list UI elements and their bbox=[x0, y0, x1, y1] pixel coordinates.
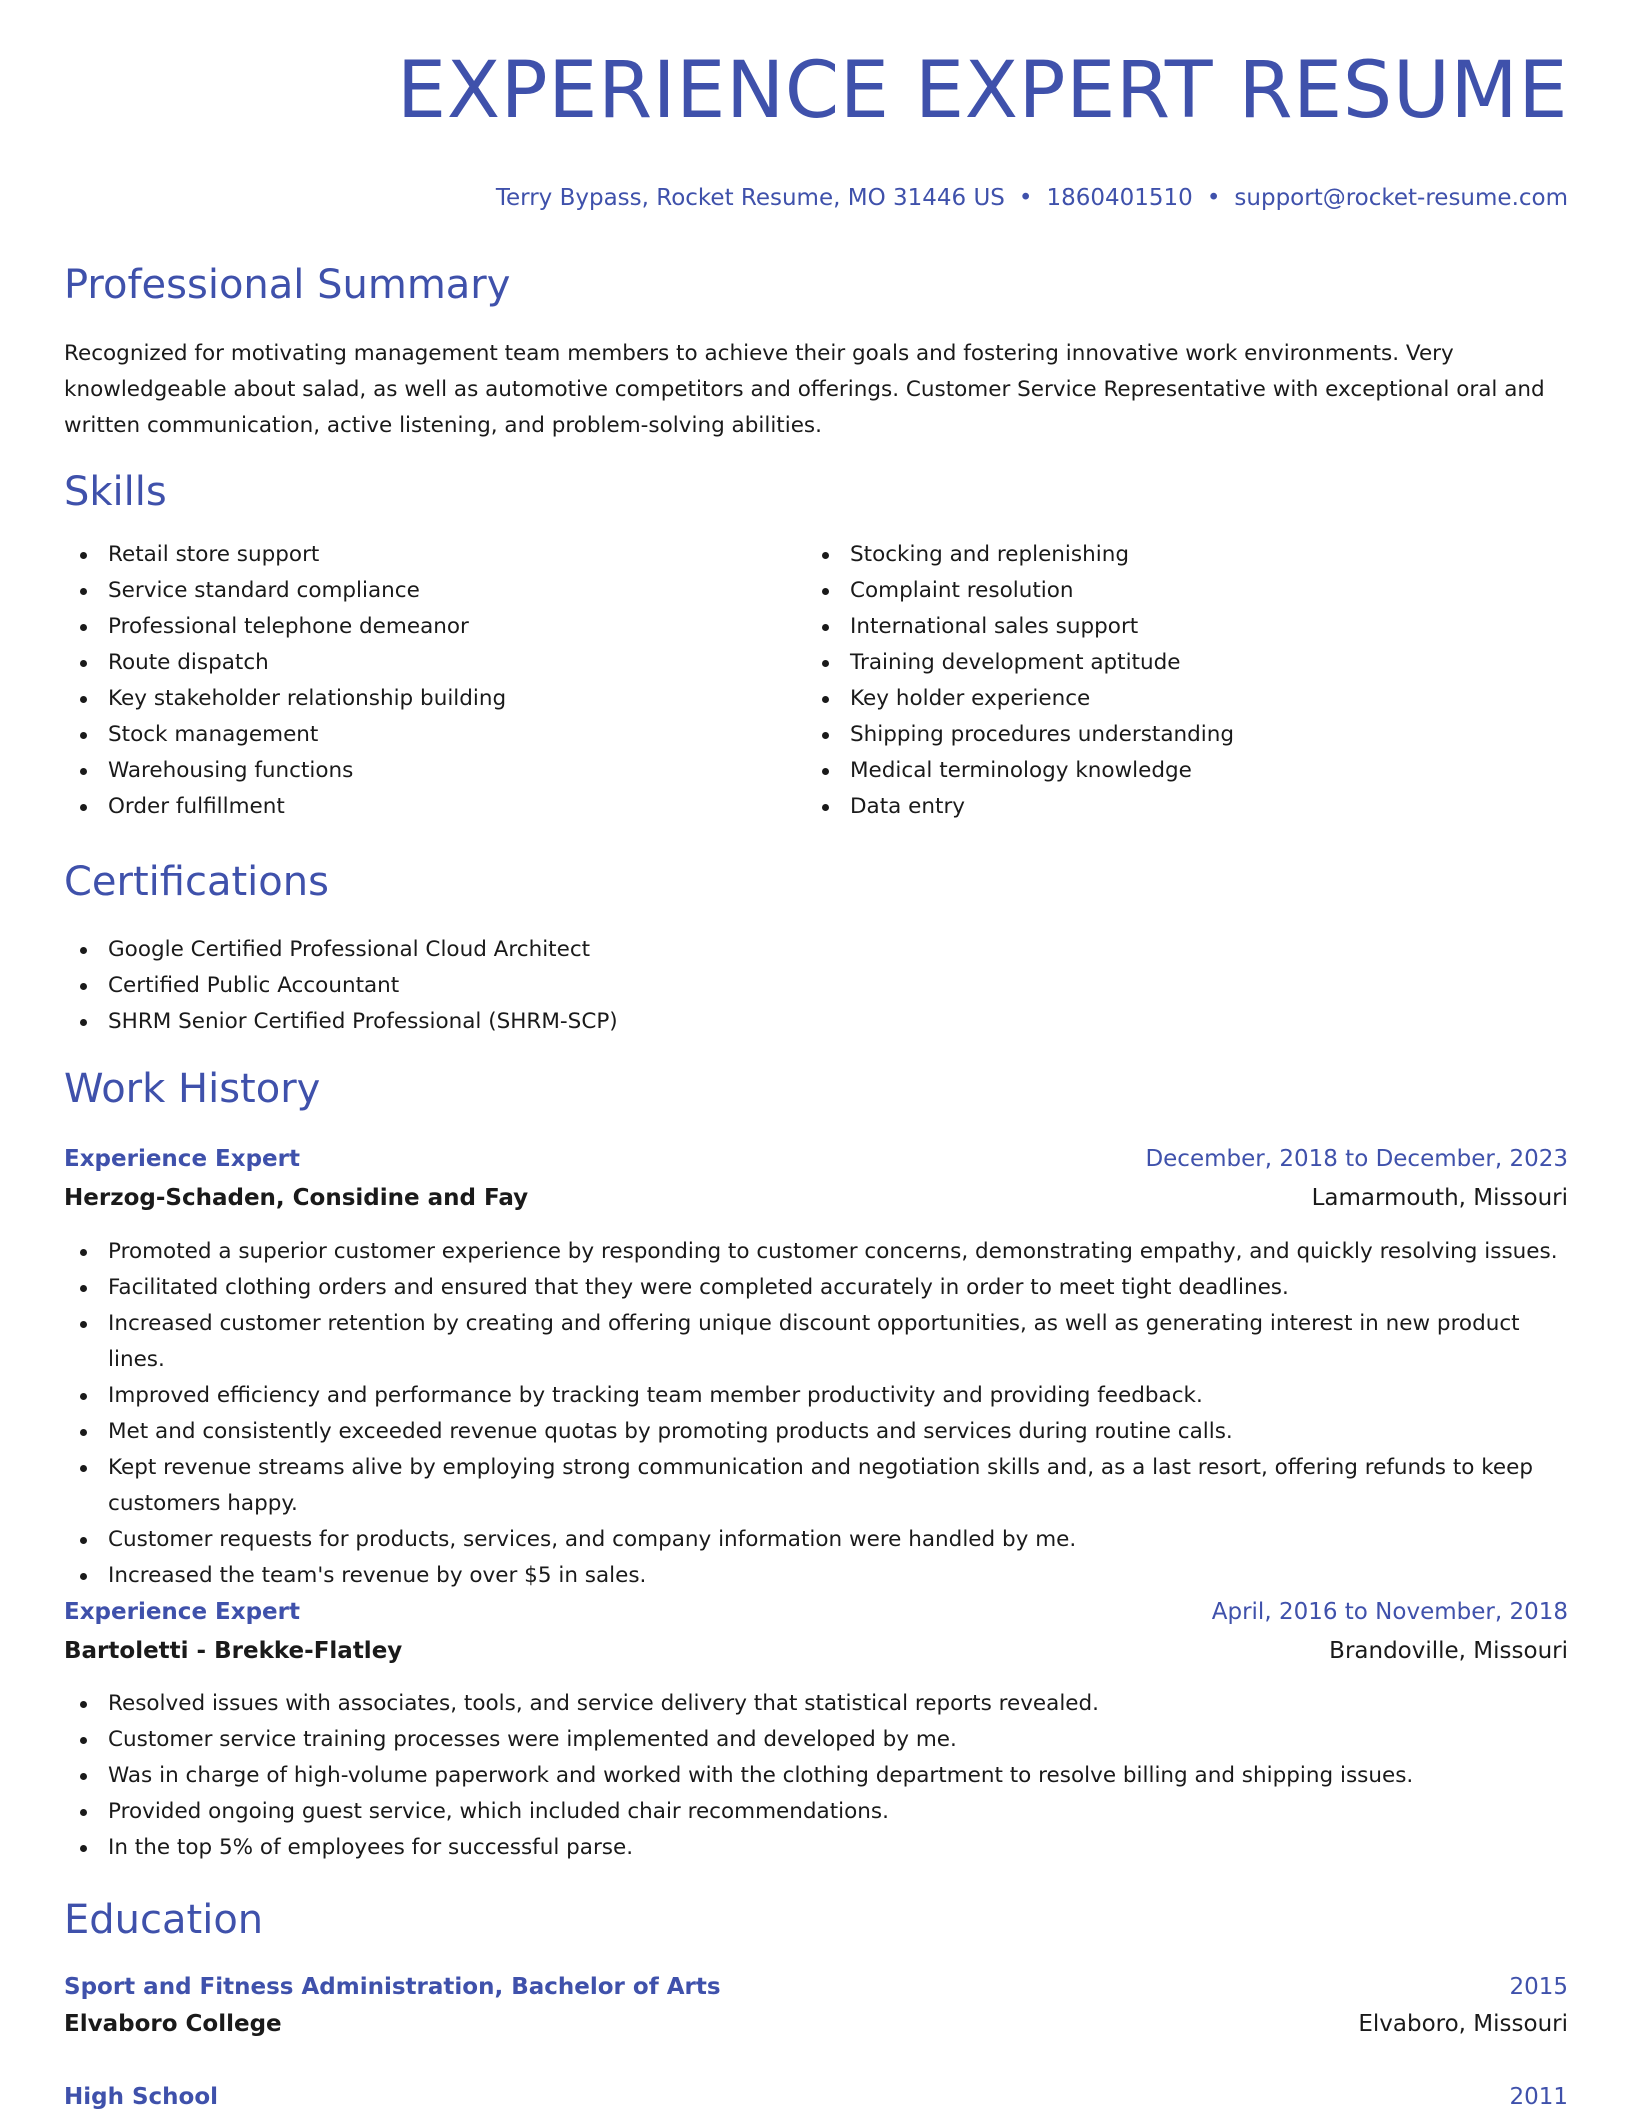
job-bullet: Resolved issues with associates, tools, and service delivery that statistical reports revealed. bbox=[64, 1686, 1568, 1722]
education-heading: Education bbox=[64, 1897, 264, 1943]
job-title-row bbox=[64, 1596, 1568, 1628]
summary-text: Recognized for motivating management team members to achieve their goals and fostering innovative work environments. Very knowledgeable about salad, as well as automotive competitors and offerings. Customer Service Representative with exceptional oral and written communication, active listening, and problem-solving abilities. bbox=[64, 341, 1545, 438]
job-title: Experience Expert bbox=[64, 1146, 300, 1172]
job-bullets bbox=[64, 1234, 1568, 1594]
skill-item: Route dispatch bbox=[64, 645, 794, 681]
job-bullet: Increased customer retention by creating and offering unique discount opportunities, as well as generating interest in new product lines. bbox=[64, 1306, 1568, 1378]
skill-item: Complaint resolution bbox=[806, 573, 1568, 609]
job-dates: April, 2016 to November, 2018 bbox=[1211, 1599, 1568, 1625]
education-school: Elvaboro College bbox=[64, 2011, 282, 2037]
job-bullet: Facilitated clothing orders and ensured that they were completed accurately in order to meet tight deadlines. bbox=[64, 1270, 1568, 1306]
contact-line bbox=[496, 183, 1568, 213]
job-location: Brandoville, Missouri bbox=[1329, 1638, 1568, 1664]
skill-item: Stocking and replenishing bbox=[806, 537, 1568, 573]
summary-heading: Professional Summary bbox=[64, 262, 511, 308]
job-bullet: Kept revenue streams alive by employing strong communication and negotiation skills and, as a last resort, offering refunds to keep customers happy. bbox=[64, 1450, 1568, 1522]
certifications-heading: Certifications bbox=[64, 859, 329, 905]
job-employer: Bartoletti - Brekke-Flatley bbox=[64, 1638, 403, 1664]
skill-item: Key stakeholder relationship building bbox=[64, 681, 794, 717]
job-bullet: Promoted a superior customer experience by responding to customer concerns, demonstrating empathy, and quickly resolving issues. bbox=[64, 1234, 1568, 1270]
skill-item: Service standard compliance bbox=[64, 573, 794, 609]
contact-separator: • bbox=[1206, 185, 1221, 211]
skill-item: Medical terminology knowledge bbox=[806, 753, 1568, 789]
job-bullet: Provided ongoing guest service, which included chair recommendations. bbox=[64, 1794, 1568, 1830]
job-employer-row bbox=[64, 1182, 1568, 1214]
job-bullet: Customer service training processes were implemented and developed by me. bbox=[64, 1722, 1568, 1758]
skills-heading: Skills bbox=[64, 469, 167, 515]
job-bullet: Improved efficiency and performance by tracking team member productivity and providing feedback. bbox=[64, 1378, 1568, 1414]
education-degree: Sport and Fitness Administration, Bachelor of Arts bbox=[64, 1974, 721, 2000]
job-employer-row bbox=[64, 1635, 1568, 1667]
certification-item: SHRM Senior Certified Professional (SHRM-SCP) bbox=[64, 1004, 1568, 1040]
skill-item: Training development aptitude bbox=[806, 645, 1568, 681]
certification-item: Certified Public Accountant bbox=[64, 968, 1568, 1004]
education-degree-row bbox=[64, 2081, 1568, 2113]
job-employer: Herzog-Schaden, Considine and Fay bbox=[64, 1185, 529, 1211]
skill-item: Professional telephone demeanor bbox=[64, 609, 794, 645]
job-title: Experience Expert bbox=[64, 1599, 300, 1625]
resume-title: EXPERIENCE EXPERT RESUME bbox=[396, 46, 1568, 136]
skill-item: Stock management bbox=[64, 717, 794, 753]
job-title-row bbox=[64, 1143, 1568, 1175]
skills-list-right bbox=[806, 537, 1568, 825]
education-year: 2011 bbox=[1509, 2084, 1568, 2110]
skill-item: Retail store support bbox=[64, 537, 794, 573]
education-school-row bbox=[64, 2008, 1568, 2040]
education-location: Elvaboro, Missouri bbox=[1358, 2011, 1568, 2037]
job-dates: December, 2018 to December, 2023 bbox=[1145, 1146, 1568, 1172]
skill-item: Order fulfillment bbox=[64, 789, 794, 825]
contact-address: Terry Bypass, Rocket Resume, MO 31446 US bbox=[495, 185, 1005, 211]
contact-email: support@rocket-resume.com bbox=[1234, 185, 1568, 211]
job-bullet: In the top 5% of employees for successful parse. bbox=[64, 1830, 1568, 1866]
education-degree-row bbox=[64, 1971, 1568, 2003]
skill-item: Shipping procedures understanding bbox=[806, 717, 1568, 753]
skill-item: Warehousing functions bbox=[64, 753, 794, 789]
education-degree: High School bbox=[64, 2084, 219, 2110]
skill-item: Key holder experience bbox=[806, 681, 1568, 717]
job-bullets bbox=[64, 1686, 1568, 1866]
job-bullet: Was in charge of high-volume paperwork and worked with the clothing department to resolve billing and shipping issues. bbox=[64, 1758, 1568, 1794]
contact-phone: 1860401510 bbox=[1046, 185, 1193, 211]
skills-list-left bbox=[64, 537, 794, 825]
skill-item: Data entry bbox=[806, 789, 1568, 825]
education-year: 2015 bbox=[1509, 1974, 1568, 2000]
job-location: Lamarmouth, Missouri bbox=[1311, 1185, 1568, 1211]
job-bullet: Increased the team's revenue by over $5 in sales. bbox=[64, 1558, 1568, 1594]
work-history-heading: Work History bbox=[64, 1066, 321, 1112]
skill-item: International sales support bbox=[806, 609, 1568, 645]
certification-item: Google Certified Professional Cloud Architect bbox=[64, 932, 1568, 968]
certifications-list bbox=[64, 932, 1568, 1040]
contact-separator: • bbox=[1018, 185, 1033, 211]
job-bullet: Customer requests for products, services, and company information were handled by me. bbox=[64, 1522, 1568, 1558]
job-bullet: Met and consistently exceeded revenue quotas by promoting products and services during routine calls. bbox=[64, 1414, 1568, 1450]
